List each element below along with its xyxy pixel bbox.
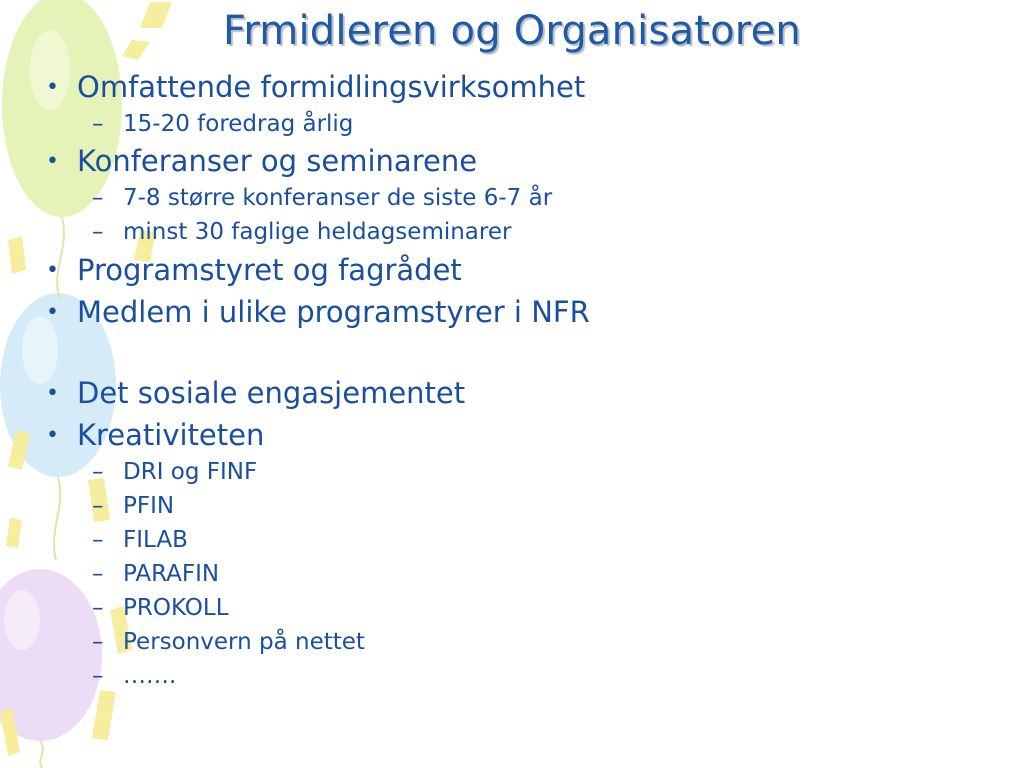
bullet-marker: • bbox=[46, 75, 59, 100]
sub-list-item-text: FILAB bbox=[123, 527, 188, 553]
list-item-text: Omfattende formidlingsvirksomhet bbox=[77, 70, 586, 104]
sub-list-item-text: PFIN bbox=[123, 493, 175, 519]
sub-list-item bbox=[92, 111, 353, 137]
sub-list-item-text: 7-8 større konferanser de siste 6-7 år bbox=[123, 185, 553, 211]
sub-list-item-text: ……. bbox=[123, 663, 177, 689]
sub-list-item bbox=[92, 561, 219, 587]
sub-list-item bbox=[92, 493, 174, 519]
bullet-marker: • bbox=[46, 381, 59, 406]
list-item-text: Medlem i ulike programstyrer i NFR bbox=[77, 295, 590, 329]
list-item bbox=[46, 418, 264, 452]
dash-marker: – bbox=[92, 459, 104, 485]
sub-list-item-text: 15-20 foredrag årlig bbox=[123, 111, 354, 137]
sub-list-item-text: DRI og FINF bbox=[123, 459, 258, 485]
sub-list-item bbox=[92, 629, 365, 655]
list-item bbox=[46, 376, 465, 410]
sub-list-item bbox=[92, 459, 257, 485]
dash-marker: – bbox=[92, 493, 104, 519]
list-item bbox=[46, 253, 462, 287]
dash-marker: – bbox=[92, 219, 104, 245]
bullet-marker: • bbox=[46, 423, 59, 448]
list-item bbox=[46, 295, 590, 329]
bullet-marker: • bbox=[46, 258, 59, 283]
dash-marker: – bbox=[92, 561, 104, 587]
list-item bbox=[46, 70, 585, 104]
list-item-text: Kreativiteten bbox=[77, 418, 265, 452]
list-item-text: Det sosiale engasjementet bbox=[77, 376, 466, 410]
sub-list-item bbox=[92, 663, 176, 689]
dash-marker: – bbox=[92, 595, 104, 621]
sub-list-item-text: PARAFIN bbox=[123, 561, 220, 587]
dash-marker: – bbox=[92, 527, 104, 553]
list-item-text: Konferanser og seminarene bbox=[77, 144, 478, 178]
sub-list-item bbox=[92, 527, 188, 553]
dash-marker: – bbox=[92, 185, 104, 211]
sub-list-item bbox=[92, 185, 552, 211]
dash-marker: – bbox=[92, 663, 104, 689]
sub-list-item bbox=[92, 595, 229, 621]
dash-marker: – bbox=[92, 629, 104, 655]
sub-list-item-text: minst 30 faglige heldagseminarer bbox=[123, 219, 512, 245]
list-item bbox=[46, 144, 477, 178]
sub-list-item-text: PROKOLL bbox=[123, 595, 229, 621]
bullet-marker: • bbox=[46, 300, 59, 325]
dash-marker: – bbox=[92, 111, 104, 137]
sub-list-item-text: Personvern på nettet bbox=[123, 629, 365, 655]
slide-title: Frmidleren og Organisatoren bbox=[223, 8, 801, 54]
bullet-marker: • bbox=[46, 149, 59, 174]
sub-list-item bbox=[92, 219, 511, 245]
list-item-text: Programstyret og fagrådet bbox=[77, 253, 462, 287]
